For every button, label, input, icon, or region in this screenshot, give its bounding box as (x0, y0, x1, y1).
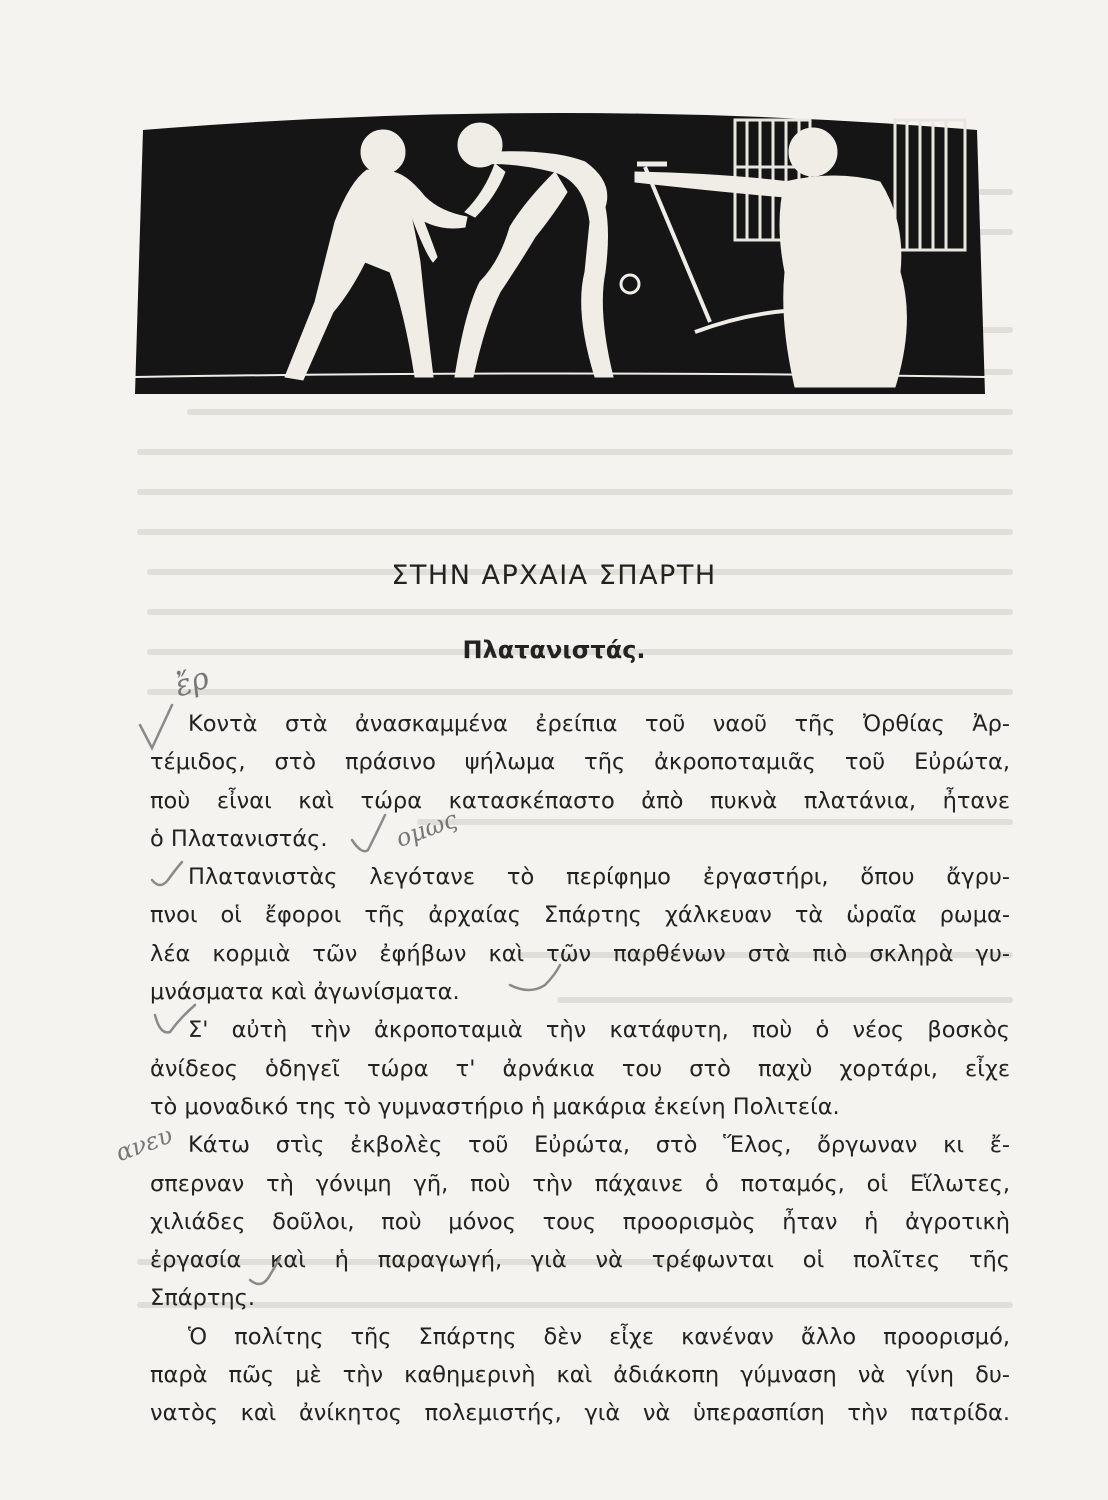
text-line: Κάτω στὶς ἐκβολὲς τοῦ Εὐρώτα, στὸ Ἕλος, ὄργωναν κι ἔ- (188, 1132, 1010, 1159)
text-line: νατὸς καὶ ἀνίκητος πολεμιστής, γιὰ νὰ ὑπερασπίση τὴν πατρίδα. (150, 1400, 1010, 1427)
wrestlers-illustration (135, 112, 985, 394)
text-line: τέμιδος, στὸ πράσινο ψήλωμα τῆς ἀκροποταμιᾶς τοῦ Εὐρώτα, (150, 749, 1010, 776)
paragraph-4 (150, 1126, 1010, 1317)
text-line: πνοι οἱ ἔφοροι τῆς ἀρχαίας Σπάρτης χάλκευαν τὰ ὡραῖα ρωμα- (150, 902, 1010, 929)
text-line: ἀνίδεος ὁδηγεῖ τώρα τ' ἀρνάκια του στὸ παχὺ χορτάρι, εἶχε (150, 1055, 1010, 1082)
text-line: Κοντὰ στὰ ἀνασκαμμένα ἐρείπια τοῦ ναοῦ τῆς Ὀρθίας Ἀρ- (188, 711, 1010, 737)
margin-note: ομως (392, 805, 461, 853)
text-line: Σπάρτης. (150, 1285, 256, 1312)
text-line: Πλατανιστὰς λεγότανε τὸ περίφημο ἐργαστήρι, ὅπου ἄγρυ- (188, 864, 1010, 891)
text-line: τὸ μοναδικό της τὸ γυμναστήριο ἡ μακάρια ἐκείνη Πολιτεία. (150, 1093, 840, 1120)
text-line: ποὺ εἶναι καὶ τώρα κατασκέπαστο ἀπὸ πυκνὰ πλατάνια, ἦτανε (150, 787, 1010, 814)
paragraph-3 (150, 1011, 1010, 1126)
text-line: μνάσματα καὶ ἀγωνίσματα. (150, 979, 460, 1006)
text-line: χιλιάδες δοῦλοι, ποὺ μόνος τους προορισμὸς ἦταν ἡ ἀγροτικὴ (150, 1208, 1010, 1235)
section-title: ΣΤΗΝ ΑΡΧΑΙΑ ΣΠΑΡΤΗ (391, 560, 717, 591)
paragraph-1 (150, 705, 1010, 858)
text-line: Σ' αὐτὴ τὴν ἀκροποταμιὰ τὴν κατάφυτη, ποὺ ὁ νέος βοσκὸς (188, 1017, 1010, 1044)
text-line: ἐργασία καὶ ἡ παραγωγή, γιὰ νὰ τρέφωνται οἱ πολῖτες τῆς (150, 1247, 1010, 1274)
text-line: παρὰ πῶς μὲ τὴν καθημερινὴ καὶ ἀδιάκοπη γύμναση νὰ γίνη δυ- (150, 1362, 1010, 1389)
text-line: Ὁ πολίτης τῆς Σπάρτης δὲν εἶχε κανέναν ἄλλο προορισμό, (188, 1323, 1010, 1350)
text-line: σπερναν τὴ γόνιμη γῆ, ποὺ τὴν πάχαινε ὁ ποταμός, οἱ Εἵλωτες, (150, 1170, 1010, 1197)
paragraph-2 (150, 858, 1010, 1011)
text-line: λέα κορμιὰ τῶν ἐφήβων καὶ τῶν παρθένων στὰ πιὸ σκληρὰ γυ- (150, 940, 1010, 967)
subtitle: Πλατανιστάς. (462, 636, 646, 664)
body-text (150, 705, 1010, 1433)
text-line: ὁ Πλατανιστάς. (150, 825, 328, 852)
margin-note: ανευ (111, 1120, 177, 1168)
margin-note: ἔρ (170, 660, 214, 705)
paragraph-5 (150, 1318, 1010, 1433)
